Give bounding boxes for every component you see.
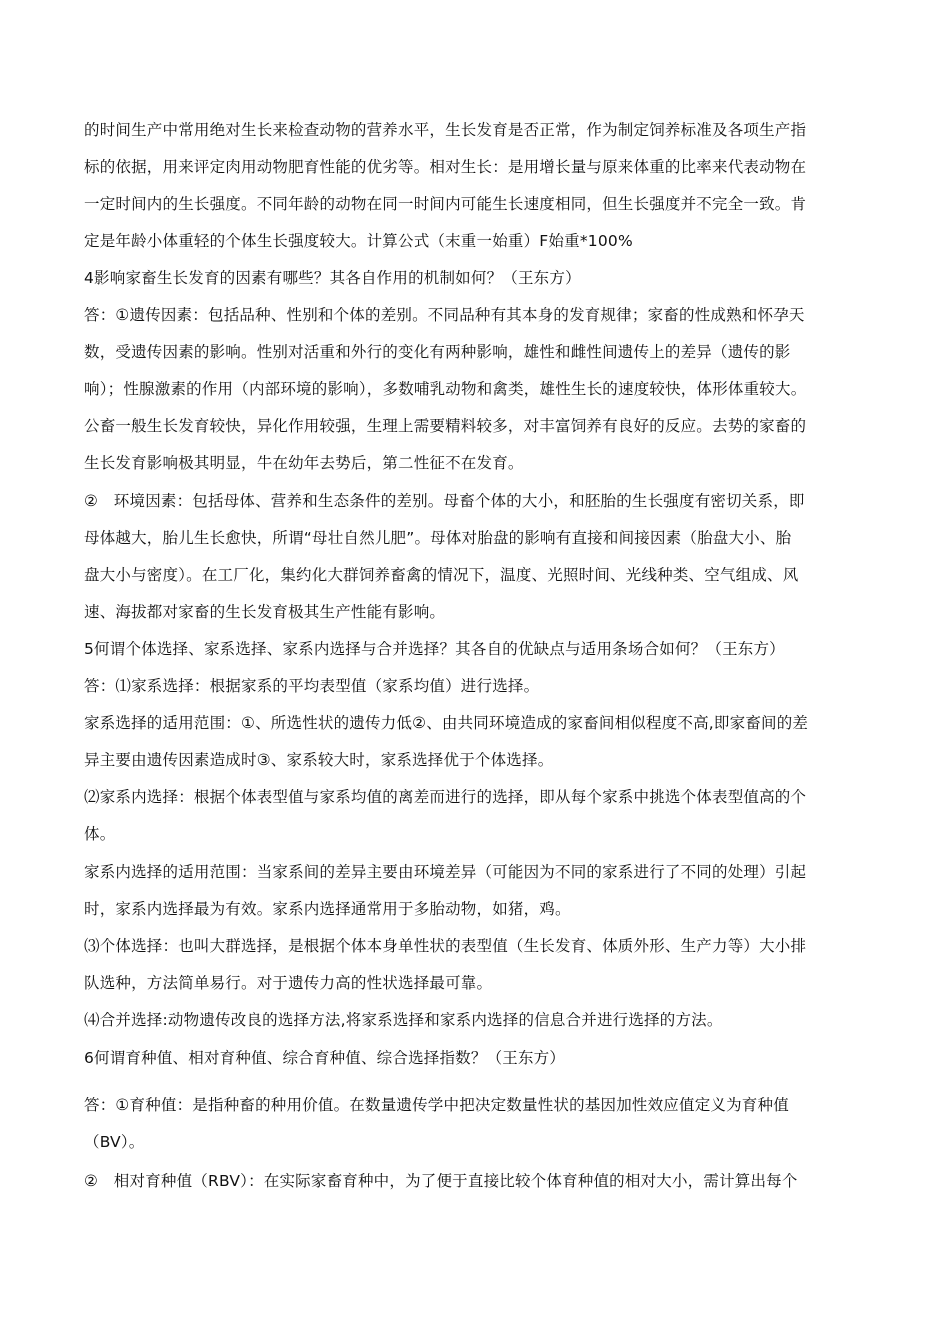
text-line: ⑷合并选择:动物遗传改良的选择方法,将家系选择和家系内选择的信息合并进行选择的方法。 bbox=[84, 1011, 723, 1029]
text-line: （BV）。 bbox=[84, 1133, 145, 1151]
text-line: 母体越大，胎儿生长愈快，所谓“母壮自然儿肥”。母体对胎盘的影响有直接和间接因素（胎盘大小、胎 bbox=[84, 529, 792, 547]
text-line: 时，家系内选择最为有效。家系内选择通常用于多胎动物，如猪，鸡。 bbox=[84, 900, 571, 918]
question-heading: 4影响家畜生长发育的因素有哪些？其各自作用的机制如何？（王东方） bbox=[84, 269, 581, 287]
text-line: 答：①育种值：是指种畜的种用价值。在数量遗传学中把决定数量性状的基因加性效应值定义为育种值 bbox=[84, 1096, 789, 1114]
text-line: ② 环境因素：包括母体、营养和生态条件的差别。母畜个体的大小，和胚胎的生长强度有密切关系，即 bbox=[84, 492, 805, 510]
text-line: ⑵家系内选择：根据个体表型值与家系均值的离差而进行的选择，即从每个家系中挑选个体表型值高的个 bbox=[84, 788, 807, 806]
text-line: 队选种，方法简单易行。对于遗传力高的性状选择最可靠。 bbox=[84, 974, 493, 992]
text-line: 一定时间内的生长强度。不同年龄的动物在同一时间内可能生长速度相同，但生长强度并不完全一致。肯 bbox=[84, 195, 807, 213]
text-line: 标的依据，用来评定肉用动物肥育性能的优劣等。相对生长：是用增长量与原来体重的比率来代表动物在 bbox=[84, 158, 807, 176]
text-line: 速、海拔都对家畜的生长发育极其生产性能有影响。 bbox=[84, 603, 446, 621]
text-line: 家系内选择的适用范围：当家系间的差异主要由环境差异（可能因为不同的家系进行了不同的处理）引起 bbox=[84, 863, 807, 881]
text-line: 定是年龄小体重轻的个体生长强度较大。计算公式（末重一始重）F始重*100% bbox=[84, 232, 633, 250]
text-line: 生长发育影响极其明显，牛在幼年去势后，第二性征不在发育。 bbox=[84, 454, 524, 472]
text-line: 答：①遗传因素：包括品种、性别和个体的差别。不同品种有其本身的发育规律；家畜的性成熟和怀孕天 bbox=[84, 306, 805, 324]
text-line: 公畜一般生长发育较快，异化作用较强，生理上需要精料较多，对丰富饲养有良好的反应。去势的家畜的 bbox=[84, 417, 807, 435]
question-heading: 6何谓育种值、相对育种值、综合育种值、综合选择指数？（王东方） bbox=[84, 1049, 566, 1067]
text-line: 数，受遗传因素的影响。性别对活重和外行的变化有两种影响，雄性和雌性间遗传上的差异（遗传的影 bbox=[84, 343, 791, 361]
text-line: 答：⑴家系选择：根据家系的平均表型值（家系均值）进行选择。 bbox=[84, 677, 540, 695]
text-line: 盘大小与密度）。在工厂化，集约化大群饲养畜禽的情况下，温度、光照时间、光线种类、空气组成、风 bbox=[84, 566, 799, 584]
text-line: ⑶个体选择：也叫大群选择，是根据个体本身单性状的表型值（生长发育、体质外形、生产力等）大小排 bbox=[84, 937, 807, 955]
text-line: 响）；性腺激素的作用（内部环境的影响），多数哺乳动物和禽类，雄性生长的速度较快，体形体重较大。 bbox=[84, 380, 807, 398]
question-heading: 5何谓个体选择、家系选择、家系内选择与合并选择？其各自的优缺点与适用条场合如何？（王东方） bbox=[84, 640, 785, 658]
text-line: ② 相对育种值（RBV）：在实际家畜育种中，为了便于直接比较个体育种值的相对大小，需计算出每个 bbox=[84, 1172, 798, 1190]
text-line: 体。 bbox=[84, 825, 116, 843]
text-line: 异主要由遗传因素造成时③、家系较大时，家系选择优于个体选择。 bbox=[84, 751, 554, 769]
text-line: 家系选择的适用范围：①、所选性状的遗传力低②、由共同环境造成的家畜间相似程度不高,即家畜间的差 bbox=[84, 714, 809, 732]
text-line: 的时间生产中常用绝对生长来检查动物的营养水平，生长发育是否正常，作为制定饲养标准及各项生产指 bbox=[84, 121, 807, 139]
